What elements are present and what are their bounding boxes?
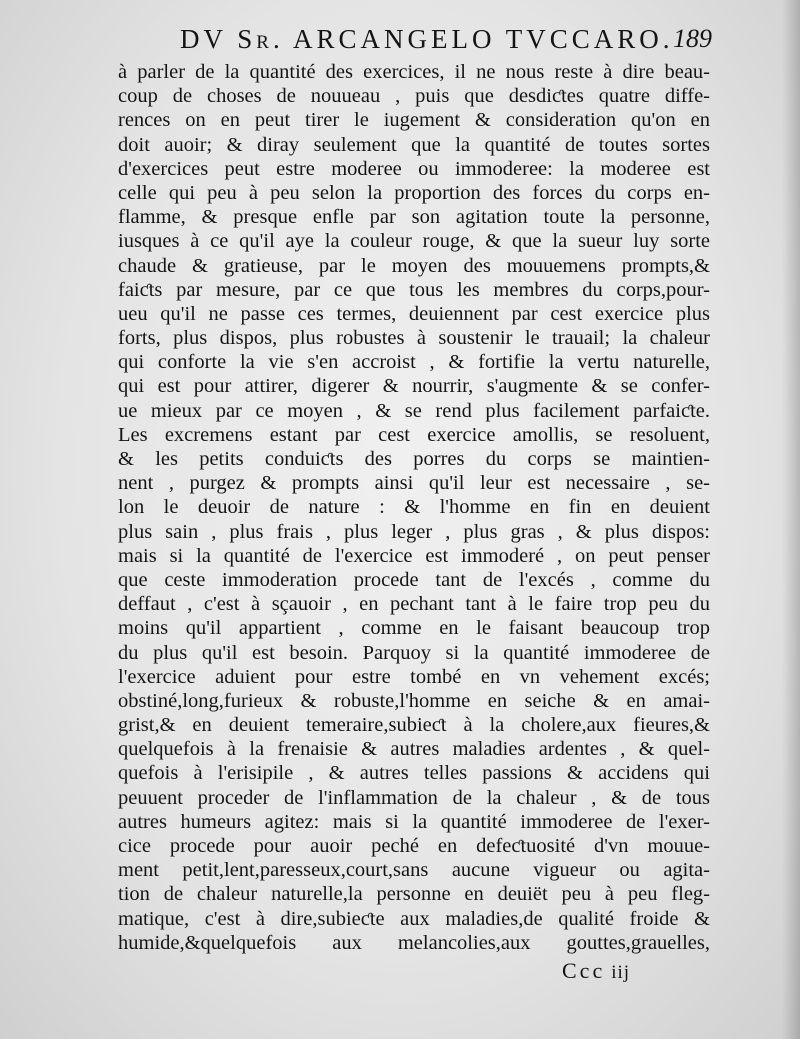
signature-main: Ccc — [562, 958, 606, 983]
signature-sub: iij — [611, 962, 631, 983]
text-line: tion de chaleur naturelle,la personne en deuiët peu à peu fleg- — [118, 883, 710, 906]
text-line: humide,&quelquefois aux melancolies,aux gouttes,grauelles, — [118, 931, 710, 954]
text-line: d'exercices peut estre moderee ou immoderee: la moderee est — [118, 157, 710, 180]
body-text — [118, 60, 710, 955]
page-number: 189 — [673, 24, 712, 53]
text-line: cice procede pour auoir peché en defeƈtuosité d'vn mouue- — [118, 835, 710, 857]
running-head: DV Sr. ARCANGELO TVCCARO. — [180, 24, 674, 54]
text-line: mais si la quantité de l'exercice est immoderé , on peut penser — [118, 544, 710, 567]
text-line: rences on en peut tirer le iugement & consideration qu'on en — [118, 109, 710, 132]
text-line: forts, plus dispos, plus robustes à soustenir le trauail; la chaleur — [118, 327, 710, 350]
text-line: flamme, & presque enfle par son agitation toute la personne, — [118, 206, 710, 229]
text-line: qui conforte la vie s'en accroist , & fortifie la vertu naturelle, — [118, 351, 710, 374]
text-line: & les petits conduiƈts des porres du corps se maintien- — [118, 448, 710, 470]
text-line: peuuent proceder de l'inflammation de la chaleur , & de tous — [118, 786, 710, 809]
text-line: ueu qu'il ne passe ces termes, deuiennent par cest exercice plus — [118, 302, 710, 325]
text-line: du plus qu'il est besoin. Parquoy si la quantité immoderee de — [118, 641, 710, 664]
text-line: que ceste immoderation procede tant de l'excés , comme du — [118, 568, 710, 591]
text-line: deffaut , c'est à sçauoir , en pechant tant à le faire trop peu du — [118, 593, 710, 616]
text-line: quelquefois à la frenaisie & autres maladies ardentes , & quel- — [118, 738, 710, 761]
text-line: ue mieux par ce moyen , & se rend plus facilement parfaiƈte. — [118, 399, 710, 422]
text-line: faiƈts par mesure, par ce que tous les membres du corps,pour- — [118, 278, 710, 301]
text-line: doit auoir; & diray seulement que la quantité de toutes sortes — [118, 133, 710, 156]
text-line: matique, c'est à dire,subieƈte aux maladies,de qualité froide & — [118, 907, 710, 930]
text-line: moins qu'il appartient , comme en le faisant beaucoup trop — [118, 617, 710, 640]
text-line: quefois à l'erisipile , & autres telles passions & accidens qui — [118, 762, 710, 785]
text-line: nent , purgez & prompts ainsi qu'il leur est necessaire , se- — [118, 472, 710, 495]
text-line: obstiné,long,furieux & robuste,l'homme en seiche & en amai- — [118, 689, 710, 712]
text-line: qui est pour attirer, digerer & nourrir, s'augmente & se confer- — [118, 375, 710, 398]
text-line: iusques à ce qu'il aye la couleur rouge, & que la sueur luy sorte — [118, 230, 710, 253]
text-line: plus sain , plus frais , plus leger , plus gras , & plus dispos: — [118, 520, 710, 543]
signature-mark — [562, 958, 630, 984]
text-line: à parler de la quantité des exercices, il ne nous reste à dire beau- — [118, 61, 710, 83]
text-line: Les excremens estant par cest exercice amollis, se resoluent, — [118, 423, 710, 446]
page-header — [180, 24, 720, 58]
page-edge-shadow — [782, 0, 800, 1039]
text-line: autres humeurs agitez: mais si la quantité immoderee de l'exer- — [118, 810, 710, 833]
text-line: ment petit,lent,paresseux,court,sans aucune vigueur ou agita- — [118, 859, 710, 882]
text-line: l'exercice aduient pour estre tombé en vn vehement excés; — [118, 665, 710, 688]
text-line: coup de choses de nouueau , puis que desdiƈtes quatre diffe- — [118, 85, 710, 108]
text-line: grist,& en deuient temeraire,subieƈt à la cholere,aux fieures,& — [118, 714, 710, 737]
text-line: lon le deuoir de nature : & l'homme en fin en deuient — [118, 496, 710, 519]
text-line: chaude & gratieuse, par le moyen des mouuemens prompts,& — [118, 254, 710, 277]
text-line: celle qui peu à peu selon la proportion des forces du corps en- — [118, 181, 710, 204]
